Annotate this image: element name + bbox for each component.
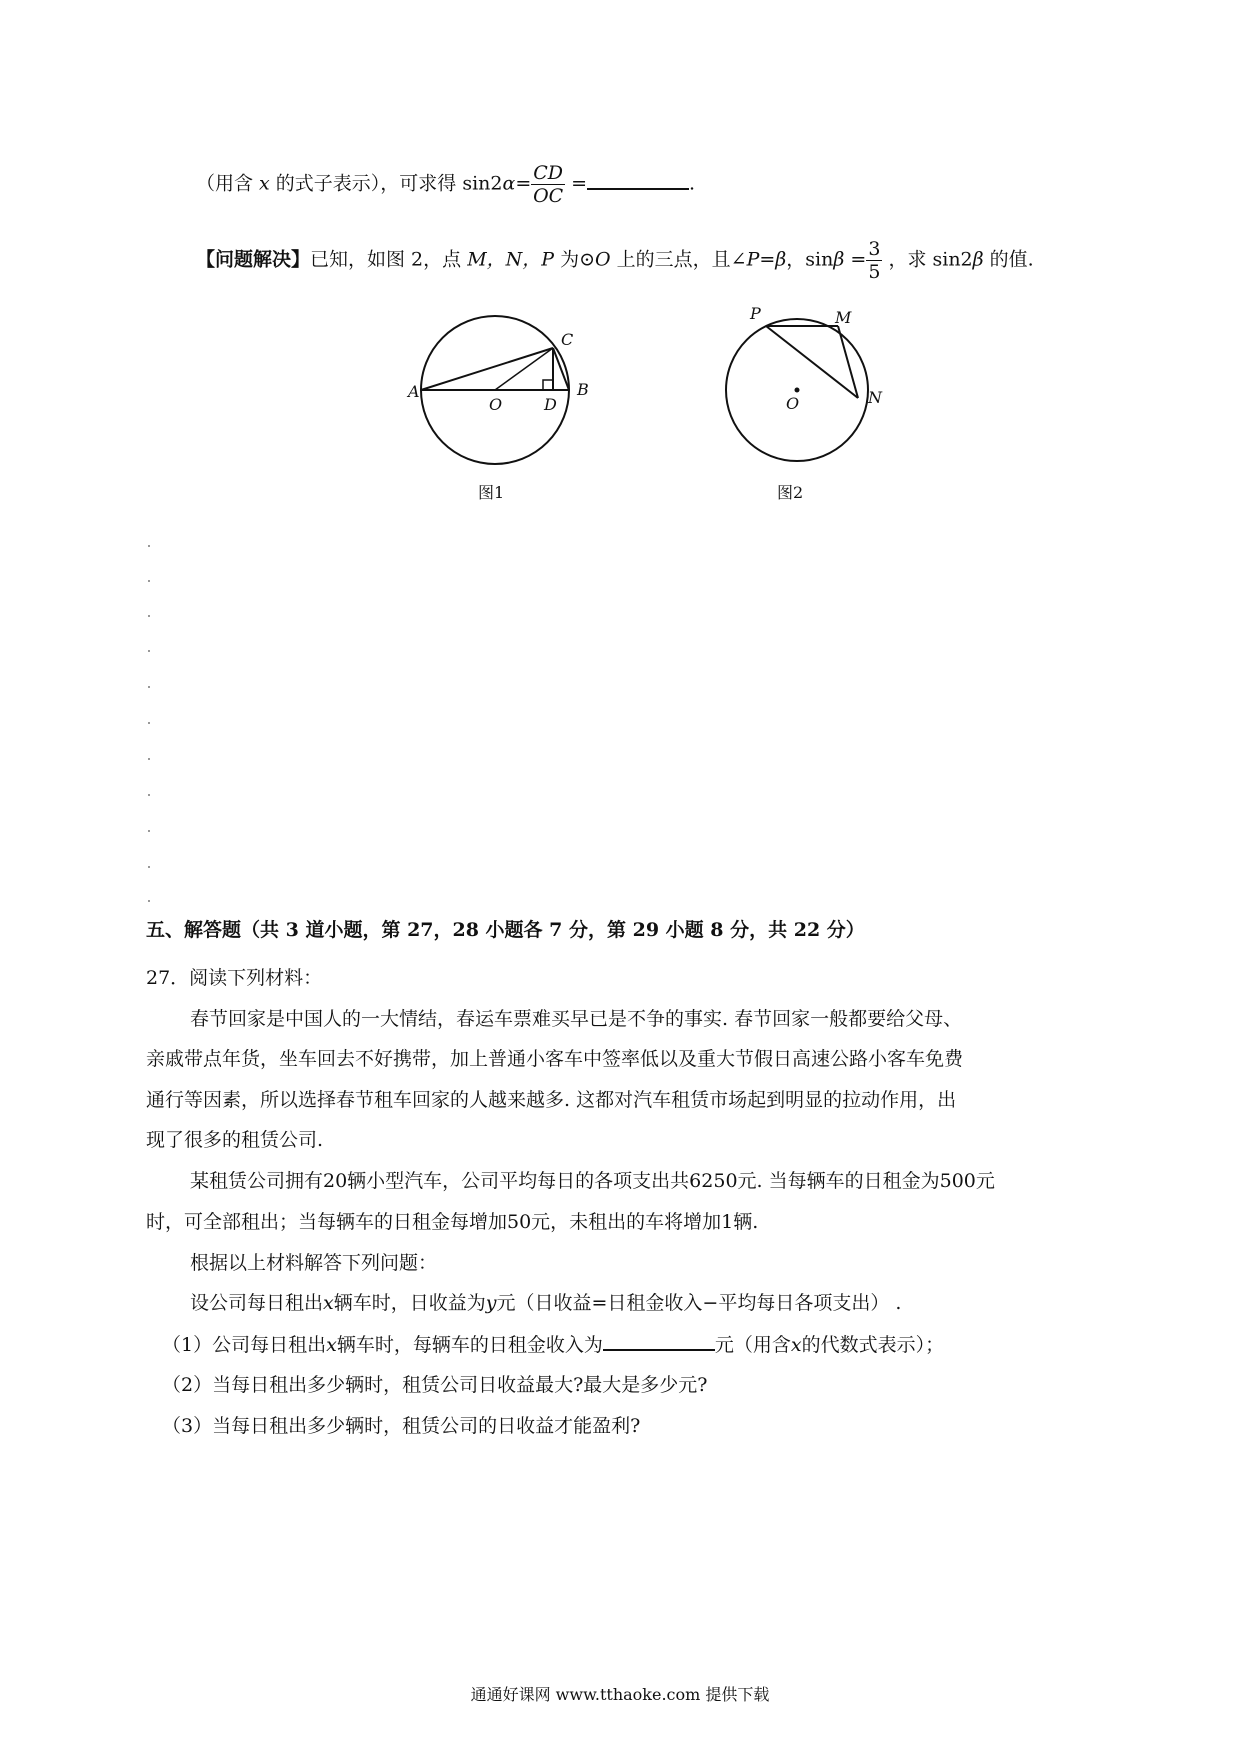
margin-dot (148, 866, 150, 868)
margin-dot (148, 650, 150, 652)
margin-dot (148, 686, 150, 688)
paragraph-1-line-3: 通行等因素，所以选择春节租车回家的人越来越多. 这都对汽车租赁市场起到明显的拉动作用，出 (146, 1089, 957, 1111)
figure-2-circle (720, 310, 920, 470)
paragraph-1-line-2: 亲戚带点年货，坐车回去不好携带，加上普通小客车中签率低以及重大节假日高速公路小客车免费 (146, 1048, 964, 1070)
page-footer: 通通好课网 www.tthaoke.com 提供下载 (470, 1685, 770, 1704)
paragraph-2-line-2: 时，可全部租出；当每辆车的日租金每增加50元，未租出的车将增加1辆. (146, 1211, 759, 1233)
sub-question-1: （1）公司每日租出x辆车时，每辆车的日租金收入为 元（用含x的代数式表示）； (162, 1331, 944, 1358)
figure-2-caption: 图2 (777, 483, 804, 502)
figure-1-circle (410, 312, 630, 472)
label-D: D (544, 395, 557, 414)
problem-statement: 【问题解决】已知，如图 2，点 M，N，P 为⊙O 上的三点，且∠P=β，sinβ = $\frac{3}{5}$ ，求 sin2β 的值. (196, 238, 1034, 283)
label-O: O (489, 395, 503, 414)
margin-dot (148, 830, 150, 832)
setup-line: 设公司每日租出x辆车时，日收益为y元（日收益=日租金收入−平均每日各项支出） . (190, 1292, 902, 1314)
fraction-cd-oc: $\frac{CD}{OC}$ (533, 162, 564, 207)
margin-dot (148, 794, 150, 796)
margin-dot (148, 615, 150, 617)
margin-dot (148, 545, 150, 547)
label-O2: O (786, 394, 800, 413)
margin-dot (148, 580, 150, 582)
label-B: B (577, 380, 589, 399)
fraction-3-5: $\frac{3}{5}$ (868, 238, 881, 283)
sub-question-2: （2）当每日租出多少辆时，租赁公司日收益最大?最大是多少元? (162, 1374, 708, 1396)
answer-blank (603, 1331, 715, 1351)
margin-dot (148, 758, 150, 760)
label-P: P (750, 304, 761, 323)
formula-line: （用含 x 的式子表示），可求得 sin2α= $\frac{CD}{OC}$ = . (196, 162, 696, 207)
paragraph-2-line-1: 某租赁公司拥有20辆小型汽车，公司平均每日的各项支出共6250元. 当每辆车的日租金为500元 (190, 1170, 995, 1192)
margin-dot (148, 900, 150, 902)
label-N: N (868, 388, 882, 407)
instruction: 根据以上材料解答下列问题： (190, 1252, 438, 1274)
label-M: M (835, 308, 852, 327)
sub-question-3: （3）当每日租出多少辆时，租赁公司的日收益才能盈利? (162, 1415, 641, 1437)
label-A: A (408, 382, 420, 401)
margin-dot (148, 722, 150, 724)
label-C: C (561, 330, 574, 349)
paragraph-1-line-1: 春节回家是中国人的一大情结，春运车票难买早已是不争的事实. 春节回家一般都要给父母、 (190, 1008, 963, 1030)
paragraph-1-line-4: 现了很多的租赁公司. (146, 1129, 324, 1151)
figure-1-caption: 图1 (478, 483, 505, 502)
section-heading: 五、解答题（共 3 道小题，第 27，28 小题各 7 分，第 29 小题 8 分，共 22 分） (146, 919, 865, 941)
question-27-heading: 27．阅读下列材料： (146, 967, 323, 989)
answer-blank (587, 170, 689, 190)
